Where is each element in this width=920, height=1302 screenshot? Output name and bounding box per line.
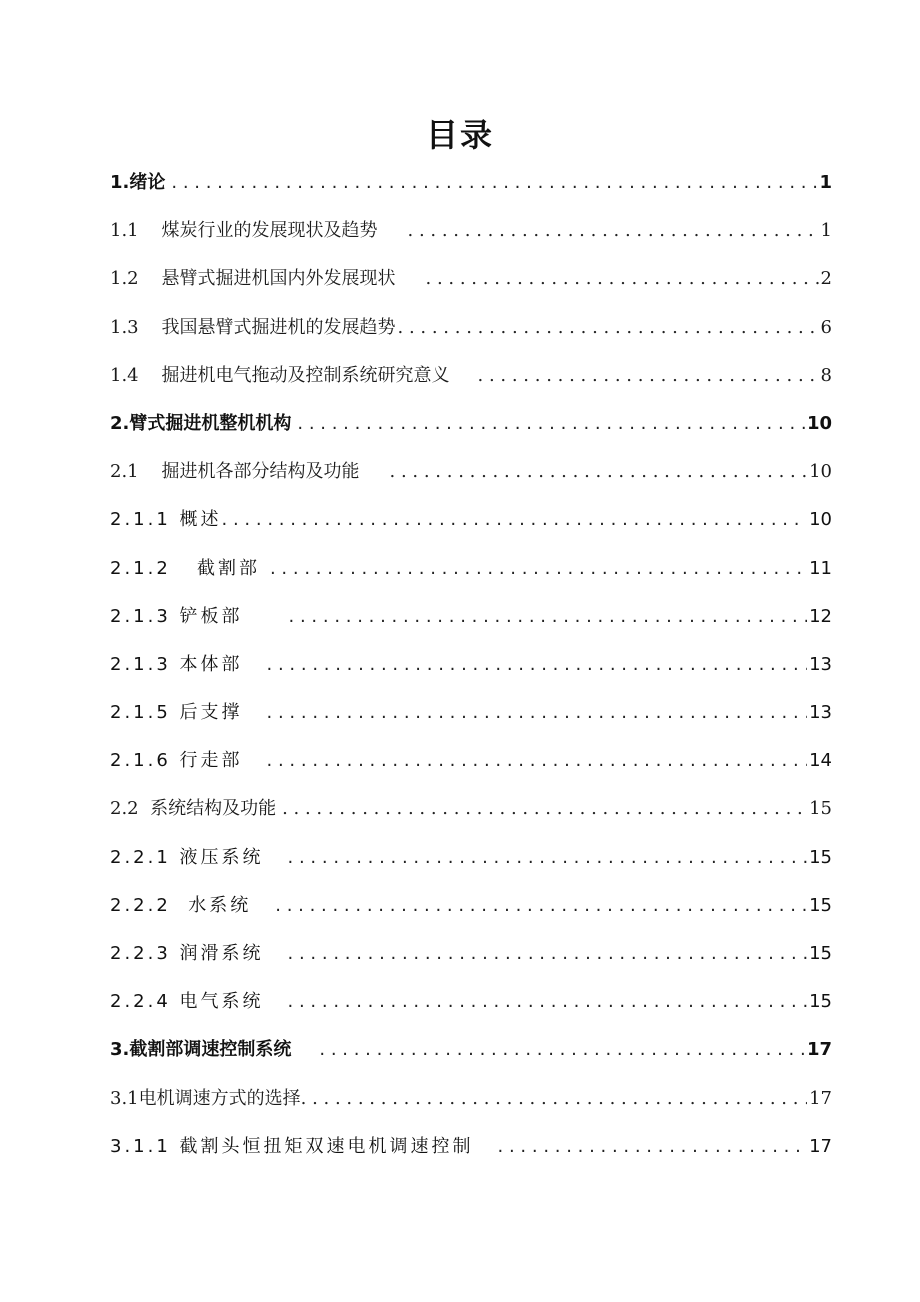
toc-entry[interactable] [110, 165, 832, 213]
toc-page-number: 13 [809, 653, 832, 675]
toc-entry[interactable] [110, 1032, 832, 1080]
dot-leader [267, 647, 808, 683]
toc-entry[interactable] [110, 502, 832, 550]
dot-leader [171, 165, 817, 201]
toc-page-number: 14 [809, 750, 832, 772]
toc-page-number: 17 [809, 1087, 832, 1109]
dot-leader [398, 310, 819, 346]
toc-entry-label: 2.2.4 电气系统 [110, 991, 264, 1013]
toc-entry-label: 2.1.5 后支撑 [110, 702, 243, 724]
dot-leader [319, 1032, 805, 1068]
table-of-contents [110, 165, 832, 1177]
toc-page-number: 6 [820, 316, 832, 338]
toc-page-number: 15 [809, 798, 832, 820]
toc-entry-label: 2.2.2 水系统 [110, 894, 252, 916]
toc-entry-label: 2.1.2 截割部 [110, 557, 260, 579]
dot-leader [426, 261, 819, 297]
toc-entry-label: 1.3 我国悬臂式掘进机的发展趋势 [110, 316, 396, 338]
toc-entry[interactable] [110, 599, 832, 647]
toc-entry-label: 2.2.1 液压系统 [110, 846, 264, 868]
dot-leader [275, 888, 807, 924]
toc-entry-label: 1.1 煤炭行业的发展现状及趋势 [110, 220, 378, 242]
toc-page-number: 11 [809, 557, 832, 579]
toc-entry[interactable] [110, 261, 832, 309]
toc-entry-label: 2.1.3 铲板部 [110, 605, 243, 627]
dot-leader [282, 791, 807, 827]
toc-page-number: 1 [819, 172, 832, 193]
toc-page-number: 17 [809, 1135, 832, 1157]
toc-entry-label: 2.1 掘进机各部分结构及功能 [110, 461, 360, 483]
toc-entry-label: 2.2 系统结构及功能 [110, 798, 277, 820]
toc-entry-label: 1.4 掘进机电气拖动及控制系统研究意义 [110, 364, 450, 386]
page-title: 目录 [425, 116, 494, 154]
toc-page-number: 15 [809, 894, 832, 916]
dot-leader [270, 551, 807, 587]
toc-entry[interactable] [110, 647, 832, 695]
toc-entry-label: 2.1.1 概述 [110, 509, 222, 531]
toc-page-number: 8 [820, 364, 832, 386]
toc-page-number: 10 [809, 461, 832, 483]
toc-entry-label: 3.截割部调速控制系统 [110, 1039, 292, 1061]
dot-leader [301, 1081, 807, 1117]
dot-leader [267, 695, 808, 731]
toc-page-number: 15 [809, 991, 832, 1013]
toc-entry-label: 3.1.1 截割头恒扭矩双速电机调速控制 [110, 1135, 474, 1157]
toc-entry[interactable] [110, 213, 832, 261]
toc-page-number: 10 [809, 509, 832, 531]
toc-entry-label: 1.2 悬臂式掘进机国内外发展现状 [110, 268, 396, 290]
dot-leader [478, 358, 819, 394]
toc-entry[interactable] [110, 791, 832, 839]
toc-page-number: 12 [809, 605, 832, 627]
dot-leader [288, 984, 808, 1020]
toc-page-number: 1 [820, 220, 832, 242]
toc-entry[interactable] [110, 984, 832, 1032]
toc-entry-label: 2.臂式掘进机整机机构 [110, 412, 292, 434]
toc-entry[interactable] [110, 454, 832, 502]
toc-page-number: 10 [806, 412, 832, 434]
dot-leader [267, 743, 808, 779]
toc-entry[interactable] [110, 310, 832, 358]
dot-leader [289, 599, 808, 635]
toc-page-number: 2 [820, 268, 832, 290]
dot-leader [408, 213, 819, 249]
dot-leader [222, 502, 808, 538]
toc-entry-label: 2.1.6 行走部 [110, 750, 243, 772]
toc-page-number: 15 [809, 846, 832, 868]
toc-entry[interactable] [110, 840, 832, 888]
toc-page-number: 17 [806, 1039, 832, 1061]
toc-entry[interactable] [110, 406, 832, 454]
toc-entry[interactable] [110, 936, 832, 984]
toc-entry[interactable] [110, 1129, 832, 1177]
dot-leader [390, 454, 808, 490]
toc-page-number: 13 [809, 702, 832, 724]
toc-entry-label: 3.1电机调速方式的选择 [110, 1087, 301, 1109]
toc-page-number: 15 [809, 943, 832, 964]
toc-entry[interactable] [110, 695, 832, 743]
toc-entry-label: 2.2.3 润滑系统 [110, 943, 264, 964]
toc-entry[interactable] [110, 551, 832, 599]
dot-leader [288, 840, 808, 876]
toc-entry[interactable] [110, 358, 832, 406]
toc-entry[interactable] [110, 888, 832, 936]
toc-entry-label: 2.1.3 本体部 [110, 653, 243, 675]
dot-leader [498, 1129, 808, 1165]
dot-leader [297, 406, 805, 442]
toc-entry[interactable] [110, 743, 832, 791]
dot-leader [288, 936, 808, 972]
toc-entry-label: 1.绪论 [110, 172, 166, 193]
toc-entry[interactable] [110, 1081, 832, 1129]
